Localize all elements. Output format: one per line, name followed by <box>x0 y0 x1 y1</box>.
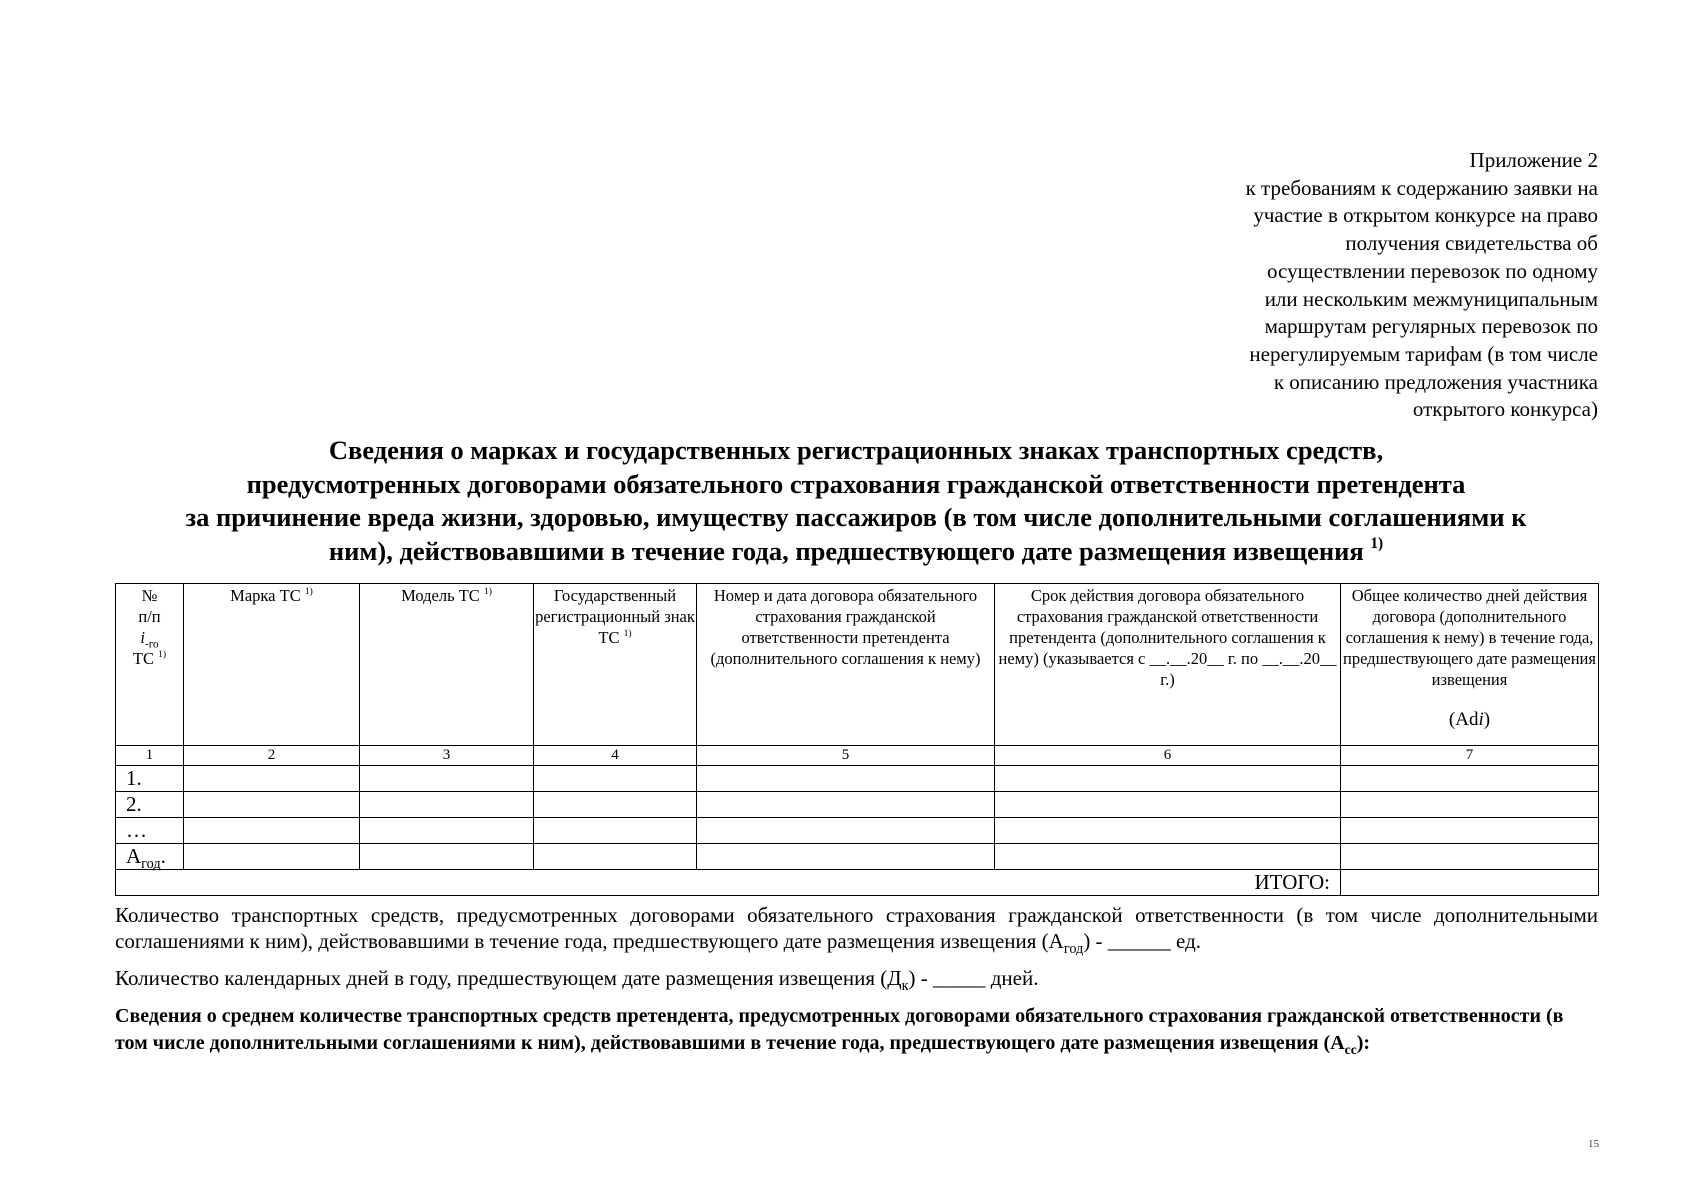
header-text: Общее количество дней действия договора (дополнительного соглашения к нему) в течение года, предшествующего дате размещения извещения <box>1343 586 1596 689</box>
average-vehicles-paragraph <box>115 1003 1598 1056</box>
appendix-line: к описанию предложения участника <box>1273 369 1598 394</box>
header-text: № <box>141 586 158 605</box>
header-formula <box>1341 710 1598 729</box>
header-text <box>116 627 183 651</box>
table-row <box>116 766 1599 792</box>
header-text <box>116 648 183 669</box>
paragraph-subscript: год <box>1063 941 1084 958</box>
table-cell[interactable] <box>184 792 360 818</box>
table-cell[interactable] <box>1341 844 1599 870</box>
table-row <box>116 792 1599 818</box>
table-cell[interactable] <box>360 844 534 870</box>
table-cell[interactable] <box>1341 818 1599 844</box>
row-number: 1. <box>116 766 184 792</box>
table-cell[interactable] <box>360 766 534 792</box>
table-cell[interactable] <box>995 818 1341 844</box>
title-line <box>115 535 1597 569</box>
vehicles-table <box>115 583 1599 896</box>
column-number: 5 <box>697 746 995 766</box>
header-text-part: ТС <box>132 649 154 668</box>
table-cell[interactable] <box>534 766 697 792</box>
column-number: 4 <box>534 746 697 766</box>
formula-part: ) <box>1483 709 1491 730</box>
page-number: 15 <box>1588 1138 1599 1150</box>
appendix-line: нерегулируемым тарифам (в том числе <box>1249 341 1598 366</box>
table-cell[interactable] <box>697 792 995 818</box>
header-text: Марка ТС <box>230 586 301 605</box>
header-cell-validity <box>995 584 1341 746</box>
column-number: 2 <box>184 746 360 766</box>
vehicle-count-paragraph <box>115 902 1598 958</box>
header-cell-brand <box>184 584 360 746</box>
table-cell[interactable] <box>697 844 995 870</box>
table-cell[interactable] <box>995 766 1341 792</box>
header-cell-number <box>116 584 184 746</box>
header-text: Государственный регистрационный знак ТС <box>535 586 695 647</box>
appendix-line: получения свидетельства об <box>1345 231 1598 256</box>
row-number: 2. <box>116 792 184 818</box>
header-cell-reg-sign <box>534 584 697 746</box>
title-line-text: ним), действовавшими в течение года, предшествующего дате размещения извещения <box>328 535 1364 566</box>
formula-italic: i <box>1478 709 1484 730</box>
header-text: Номер и дата договора обязательного страхования гражданской ответственности претендента (дополнительного соглашения к нему) <box>710 586 981 668</box>
table-header-row <box>116 584 1599 746</box>
title-line: Сведения о марках и государственных регистрационных знаках транспортных средств, <box>328 435 1384 465</box>
table-cell[interactable] <box>1341 792 1599 818</box>
header-text: Модель ТС <box>401 586 480 605</box>
appendix-line: открытого конкурса) <box>1412 397 1598 422</box>
header-cell-model <box>360 584 534 746</box>
footnote-mark: 1) <box>304 585 313 597</box>
footnote-mark: 1) <box>623 627 632 639</box>
total-value-cell[interactable] <box>1341 870 1599 896</box>
table-cell[interactable] <box>1341 766 1599 792</box>
column-number: 6 <box>995 746 1341 766</box>
calendar-days-paragraph <box>115 965 1598 995</box>
total-label: ИТОГО: <box>116 870 1341 896</box>
header-text-italic: i <box>140 628 145 647</box>
table-cell[interactable] <box>697 818 995 844</box>
paragraph-text: Количество транспортных средств, предусмотренных договорами обязательного страхования гражданской ответственности (в том числе дополнительными соглашениями к ним), действовавшими в течение года, предшествующего дате размещения извещения (А <box>115 903 1598 953</box>
row-number: … <box>116 818 184 844</box>
appendix-line: участие в открытом конкурсе на право <box>1253 203 1598 228</box>
column-number: 1 <box>116 746 184 766</box>
table-row <box>116 844 1599 870</box>
header-text: Срок действия договора обязательного страхования гражданской ответственности претендента (дополнительного соглашения к нему) (указывается с __.__.20__ г. по __.__.20__ г.) <box>998 586 1337 689</box>
table-cell[interactable] <box>534 792 697 818</box>
paragraph-text: ) - ______ ед. <box>1083 929 1202 953</box>
footnote-mark: 1) <box>483 585 492 597</box>
row-number-part: . <box>160 844 166 868</box>
table-row <box>116 818 1599 844</box>
row-number-subscript: год <box>141 856 161 873</box>
table-cell[interactable] <box>534 818 697 844</box>
column-number: 7 <box>1341 746 1599 766</box>
table-cell[interactable] <box>534 844 697 870</box>
appendix-line: или нескольким межмуниципальным <box>1264 286 1598 311</box>
table-cell[interactable] <box>184 766 360 792</box>
header-cell-contract <box>697 584 995 746</box>
header-cell-days <box>1341 584 1599 746</box>
title-line: за причинение вреда жизни, здоровью, имуществу пассажиров (в том числе дополнительными соглашениями к <box>185 502 1527 532</box>
table-cell[interactable] <box>995 844 1341 870</box>
paragraph-subscript: к <box>901 978 909 995</box>
formula-part: (Ad <box>1448 709 1479 730</box>
appendix-line: к требованиям к содержанию заявки на <box>1245 175 1598 200</box>
paragraph-subscript: сс <box>1344 1041 1357 1057</box>
table-cell[interactable] <box>360 792 534 818</box>
appendix-line: осуществлении перевозок по одному <box>1267 258 1598 283</box>
footnote-mark: 1) <box>1370 535 1384 553</box>
table-cell[interactable] <box>995 792 1341 818</box>
paragraph-text: ): <box>1356 1031 1371 1054</box>
appendix-line: Приложение 2 <box>1469 148 1598 172</box>
footnote-mark: 1) <box>158 648 167 660</box>
appendix-line: маршрутам регулярных перевозок по <box>1264 314 1598 339</box>
header-text: п/п <box>138 607 161 626</box>
column-number: 3 <box>360 746 534 766</box>
title-line: предусмотренных договорами обязательного страхования гражданской ответственности претендента <box>246 468 1466 499</box>
header-subscript: -го <box>144 638 159 651</box>
column-number-row <box>116 746 1599 766</box>
total-row <box>116 870 1599 896</box>
document-title <box>115 434 1597 568</box>
table-cell[interactable] <box>184 844 360 870</box>
paragraph-text: Сведения о среднем количестве транспортных средств претендента, предусмотренных договорами обязательного страхования гражданской ответственности (в том числе дополнительными соглашениями к ним), действовавшими в течение года, предшествующего дате размещения извещения (А <box>115 1005 1564 1054</box>
table-cell[interactable] <box>697 766 995 792</box>
appendix-header <box>1178 147 1598 424</box>
paragraph-text: Количество календарных дней в году, предшествующем дате размещения извещения (Д <box>115 966 902 990</box>
table-cell[interactable] <box>184 818 360 844</box>
paragraph-text: ) - _____ дней. <box>908 966 1039 990</box>
row-number-part: А <box>126 844 142 868</box>
table-cell[interactable] <box>360 818 534 844</box>
row-number <box>116 844 184 873</box>
